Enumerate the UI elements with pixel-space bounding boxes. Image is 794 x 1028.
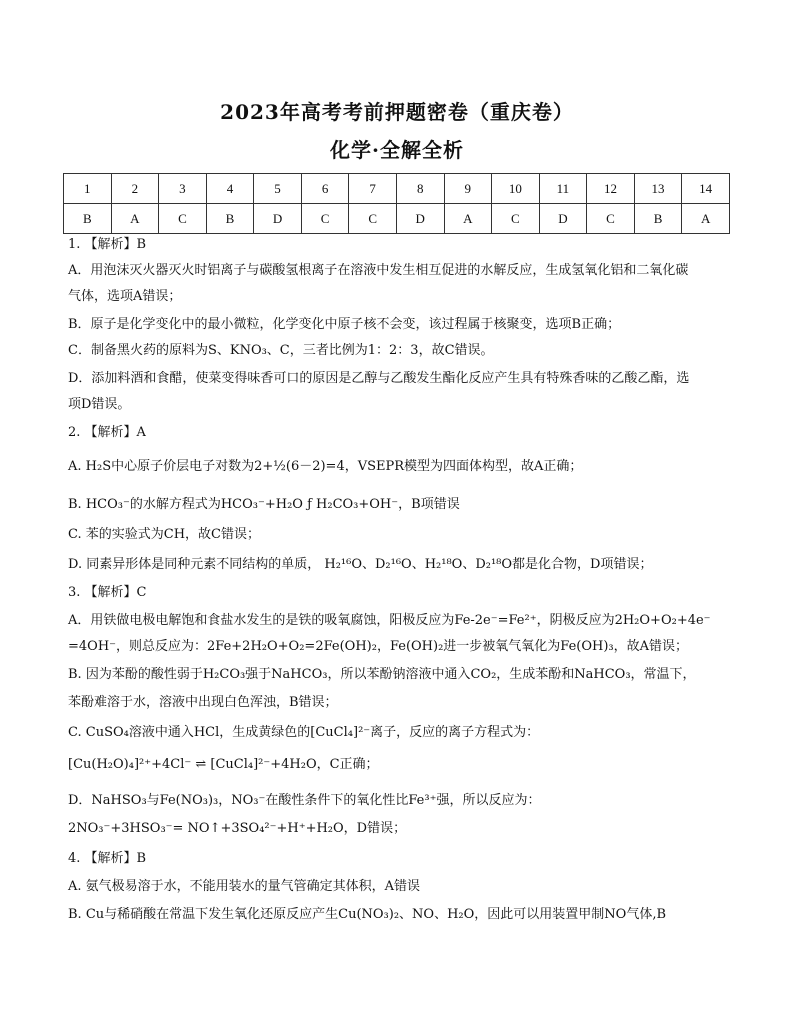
explanation-line: B．原子是化学变化中的最小微粒，化学变化中原子核不会变，该过程属于核聚变，选项B正确； xyxy=(68,317,621,332)
question-number-cell: 6 xyxy=(301,174,349,204)
answer-cell: B xyxy=(64,204,112,234)
explanation-line: =4OH⁻，则总反应为：2Fe+2H₂O+O₂=2Fe(OH)₂，Fe(OH)₂进一步被氧气氧化为Fe(OH)₃，故A错误； xyxy=(68,639,689,654)
answer-cell: B xyxy=(634,204,682,234)
answer-cell: C xyxy=(587,204,635,234)
page-subtitle: 化学·全解全析 xyxy=(330,138,464,162)
equation-line: 2NO₃⁻+3HSO₃⁻= NO↑+3SO₄²⁻+H⁺+H₂O，D错误； xyxy=(68,821,407,836)
answer-cell: C xyxy=(159,204,207,234)
question-number-cell: 8 xyxy=(396,174,444,204)
question-heading: 2. 【解析】A xyxy=(68,425,146,440)
answer-cell: D xyxy=(396,204,444,234)
explanation-line: C. 苯的实验式为CH，故C错误； xyxy=(68,527,260,542)
explanation-line: 气体，选项A错误； xyxy=(68,289,182,304)
answer-cell: B xyxy=(206,204,254,234)
explanation-line: B. Cu与稀硝酸在常温下发生氧化还原反应产生Cu(NO₃)₂、NO、H₂O，因此可以用装置甲制NO气体,B xyxy=(68,907,667,922)
question-number-cell: 2 xyxy=(111,174,159,204)
explanation-line: C. CuSO₄溶液中通入HCl，生成黄绿色的[CuCl₄]²⁻离子，反应的离子方程式为： xyxy=(68,725,540,740)
question-number-cell: 4 xyxy=(206,174,254,204)
explanation-line: D. 同素异形体是同种元素不同结构的单质， H₂¹⁶O、D₂¹⁶O、H₂¹⁸O、D₂¹⁸O都是化合物，D项错误； xyxy=(68,557,653,572)
equation-line: [Cu(H₂O)₄]²⁺+4Cl⁻ ⇌ [CuCl₄]²⁻+4H₂O，C正确； xyxy=(68,757,379,772)
explanation-line: B. 因为苯酚的酸性弱于H₂CO₃强于NaHCO₃，所以苯酚钠溶液中通入CO₂，生成苯酚和NaHCO₃，常温下， xyxy=(68,667,696,682)
question-number-cell: 5 xyxy=(254,174,302,204)
explanation-line: A. H₂S中心原子价层电子对数为2+½(6－2)=4，VSEPR模型为四面体构型，故A正确； xyxy=(68,459,583,474)
answer-table xyxy=(63,173,730,234)
answer-cell: C xyxy=(301,204,349,234)
explanation-line: 项D错误。 xyxy=(68,397,131,412)
answer-cell: A xyxy=(111,204,159,234)
question-number-cell: 3 xyxy=(159,174,207,204)
question-number-cell: 12 xyxy=(587,174,635,204)
question-number-cell: 11 xyxy=(539,174,587,204)
question-heading: 1. 【解析】B xyxy=(68,237,147,252)
page-title: 2023年高考考前押题密卷（重庆卷） xyxy=(220,100,574,124)
question-number-cell: 7 xyxy=(349,174,397,204)
question-number-cell: 10 xyxy=(492,174,540,204)
question-number-cell: 1 xyxy=(64,174,112,204)
explanation-line: A．用铁做电极电解饱和食盐水发生的是铁的吸氧腐蚀，阳极反应为Fe-2e⁻=Fe²⁺，阴极反应为2H₂O+O₂+4e⁻ xyxy=(68,613,711,628)
explanation-line: C．制备黑火药的原料为S、KNO₃、C，三者比例为1：2：3，故C错误。 xyxy=(68,343,494,358)
explanation-line: D．添加料酒和食醋，使菜变得味香可口的原因是乙醇与乙酸发生酯化反应产生具有特殊香味的乙酸乙酯，选 xyxy=(68,371,690,386)
question-number-cell: 14 xyxy=(682,174,730,204)
question-heading: 4. 【解析】B xyxy=(68,851,147,866)
answer-cell: C xyxy=(349,204,397,234)
answer-cell: D xyxy=(254,204,302,234)
explanation-line: A．用泡沫灭火器灭火时铝离子与碳酸氢根离子在溶液中发生相互促进的水解反应，生成氢氧化铝和二氧化碳 xyxy=(68,263,689,278)
question-number-cell: 9 xyxy=(444,174,492,204)
explanation-line: 苯酚难溶于水，溶液中出现白色浑浊，B错误； xyxy=(68,695,338,710)
answer-number-row xyxy=(64,174,730,204)
answer-cell: C xyxy=(492,204,540,234)
explanation-line: D．NaHSO₃与Fe(NO₃)₃，NO₃⁻在酸性条件下的氧化性比Fe³⁺强，所以反应为： xyxy=(68,793,541,808)
question-number-cell: 13 xyxy=(634,174,682,204)
answer-letter-row xyxy=(64,204,730,234)
answer-cell: A xyxy=(444,204,492,234)
question-heading: 3. 【解析】C xyxy=(68,585,147,600)
answer-cell: A xyxy=(682,204,730,234)
answer-cell: D xyxy=(539,204,587,234)
explanation-line: A. 氨气极易溶于水，不能用装水的量气管确定其体积，A错误 xyxy=(68,879,421,894)
explanation-line: B. HCO₃⁻的水解方程式为HCO₃⁻+H₂O ƒ H₂CO₃+OH⁻，B项错误 xyxy=(68,497,460,512)
